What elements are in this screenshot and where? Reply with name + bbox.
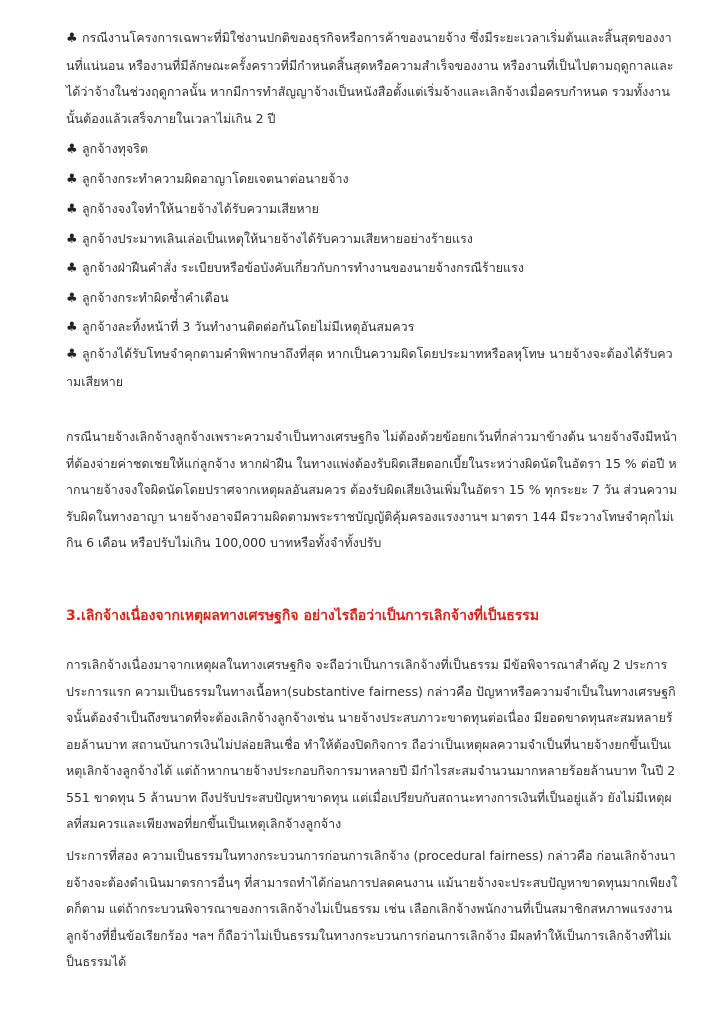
club-icon: ♣ (66, 202, 78, 217)
list-item (66, 226, 678, 254)
list-item (66, 285, 678, 313)
club-icon: ♣ (66, 31, 78, 46)
list-item-text: ลูกจ้างได้รับโทษจำคุกตามคำพิพากษาถึงที่สุด หากเป็นความผิดโดยประมาทหรือลหุโทษ นายจ้างจะต้องได้รับความเสียหาย (66, 346, 673, 389)
list-item-text: ลูกจ้างกระทำความผิดอาญาโดยเจตนาต่อนายจ้าง (82, 171, 349, 186)
intro-bullet-paragraph (66, 25, 678, 132)
section-heading: 3.เลิกจ้างเนื่องจากเหตุผลทางเศรษฐกิจ อย่างไรถือว่าเป็นการเลิกจ้างที่เป็นธรรม (66, 608, 540, 624)
club-icon: ♣ (66, 347, 78, 362)
list-item (66, 166, 678, 194)
intro-bullet-text: กรณีงานโครงการเฉพาะที่มิใช่งานปกติของธุรกิจหรือการค้าของนายจ้าง ซึ่งมีระยะเวลาเริ่มต้นและสิ้นสุดของงานที่แน่นอน หรืองานที่มีลักษณะครั้งคราวที่มีกำหนดสิ้นสุดหรือความสำเร็จของงาน หรืองานที่เป็นไปตามฤดูกาลและได้ว่าจ้างในช่วงฤดูกาลนั้น หากมีการทำสัญญาจ้างเป็นหนังสือตั้งแต่เริ่มจ้างและเลิกจ้างเมื่อครบกำหนด รวมทั้งงานนั้นต้องแล้วเสร็จภายในเวลาไม่เกิน 2 ปี (66, 30, 674, 126)
club-icon: ♣ (66, 320, 78, 335)
club-icon: ♣ (66, 261, 78, 276)
club-icon: ♣ (66, 232, 78, 247)
list-item-text: ลูกจ้างทุจริต (82, 141, 149, 156)
club-icon: ♣ (66, 142, 78, 157)
list-item (66, 136, 678, 164)
list-item (66, 314, 678, 342)
list-item-text: ลูกจ้างประมาทเลินเล่อเป็นเหตุให้นายจ้างได้รับความเสียหายอย่างร้ายแรง (82, 231, 473, 246)
list-item (66, 196, 678, 224)
list-item-text: ลูกจ้างละทิ้งหน้าที่ 3 วันทำงานติดต่อกันโดยไม่มีเหตุอันสมควร (82, 319, 415, 334)
substantive-fairness-paragraph: การเลิกจ้างเนื่องมาจากเหตุผลในทางเศรษฐกิจ จะถือว่าเป็นการเลิกจ้างที่เป็นธรรม มีข้อพิจารณาสำคัญ 2 ประการ ประการแรก ความเป็นธรรมในทางเนื้อหา(substantive fairness) กล่าวคือ ปัญหาหรือความจำเป็นในทางเศรษฐกิจนั้นต้องจำเป็นถึงขนาดที่จะต้องเลิกจ้างลูกจ้างเช่น นายจ้างประสบภาวะขาดทุนต่อเนื่อง มียอดขาดทุนสะสมหลายร้อยล้านบาท สถานบันการเงินไม่ปล่อยสินเชื่อ ทำให้ต้องปิดกิจการ ถือว่าเป็นเหตุผลความจำเป็นที่นายจ้างยกขึ้นเป็นเหตุเลิกจ้างลูกจ้างได้ แต่ถ้าหากนายจ้างประกอบกิจการมาหลายปี มีกำไรสะสมจำนวนมากหลายร้อยล้านบาท ในปี 2551 ขาดทุน 5 ล้านบาท ถึงปรับประสบปัญหาขาดทุน แต่เมื่อเปรียบกับสถานะทางการเงินที่เป็นอยู่แล้ว ยังไม่มีเหตุผลที่สมควรและเพียงพอที่ยกขึ้นเป็นเหตุเลิกจ้างลูกจ้าง (66, 657, 676, 831)
list-item (66, 255, 678, 283)
club-icon: ♣ (66, 291, 78, 306)
list-item-text: ลูกจ้างจงใจทำให้นายจ้างได้รับความเสียหาย (82, 201, 319, 216)
club-icon: ♣ (66, 172, 78, 187)
procedural-fairness-paragraph: ประการที่สอง ความเป็นธรรมในทางกระบวนการก่อนการเลิกจ้าง (procedural fairness) กล่าวคือ ก่อนเลิกจ้างนายจ้างจะต้องดำเนินมาตรการอื่นๆ ที่สามารถทำได้ก่อนการปลดคนงาน แม้นายจ้างจะประสบปัญหาขาดทุนมากเพียงใดก็ตาม แต่ถ้ากระบวนพิจารณาของการเลิกจ้างไม่เป็นธรรม เช่น เลือกเลิกจ้างพนักงานที่เป็นสมาชิกสหภาพแรงงาน ลูกจ้างที่ยื่นข้อเรียกร้อง ฯลฯ ก็ถือว่าไม่เป็นธรรมในทางกระบวนการก่อนการเลิกจ้าง มีผลทำให้เป็นการเลิกจ้างที่ไม่เป็นธรรมได้ (66, 848, 678, 969)
compensation-paragraph: กรณีนายจ้างเลิกจ้างลูกจ้างเพราะความจำเป็นทางเศรษฐกิจ ไม่ต้องด้วยข้อยกเว้นที่กล่าวมาข้างต้น นายจ้างจึงมีหน้าที่ต้องจ่ายค่าชดเชยให้แก่ลูกจ้าง หากฝ่าฝืน ในทางแพ่งต้องรับผิดเสียดอกเบี้ยในระหว่างผิดนัดในอัตรา 15 % ต่อปี หากนายจ้างจงใจผิดนัดโดยปราศจากเหตุผลอันสมควร ต้องรับผิดเสียเงินเพิ่มในอัตรา 15 % ทุกระยะ 7 วัน ส่วนความรับผิดในทางอาญา นายจ้างอาจมีความผิดตามพระราชบัญญัติคุ้มครองแรงงานฯ มาตรา 144 มีระวางโทษจำคุกไม่เกิน 6 เดือน หรือปรับไม่เกิน 100,000 บาทหรือทั้งจำทั้งปรับ (66, 429, 678, 550)
list-item-text: ลูกจ้างฝ่าฝืนคำสั่ง ระเบียบหรือข้อบังคับเกี่ยวกับการทำงานของนายจ้างกรณีร้ายแรง (82, 260, 524, 275)
list-item-multiline (66, 341, 678, 395)
list-item-text: ลูกจ้างกระทำผิดซ้ำคำเตือน (82, 290, 229, 305)
